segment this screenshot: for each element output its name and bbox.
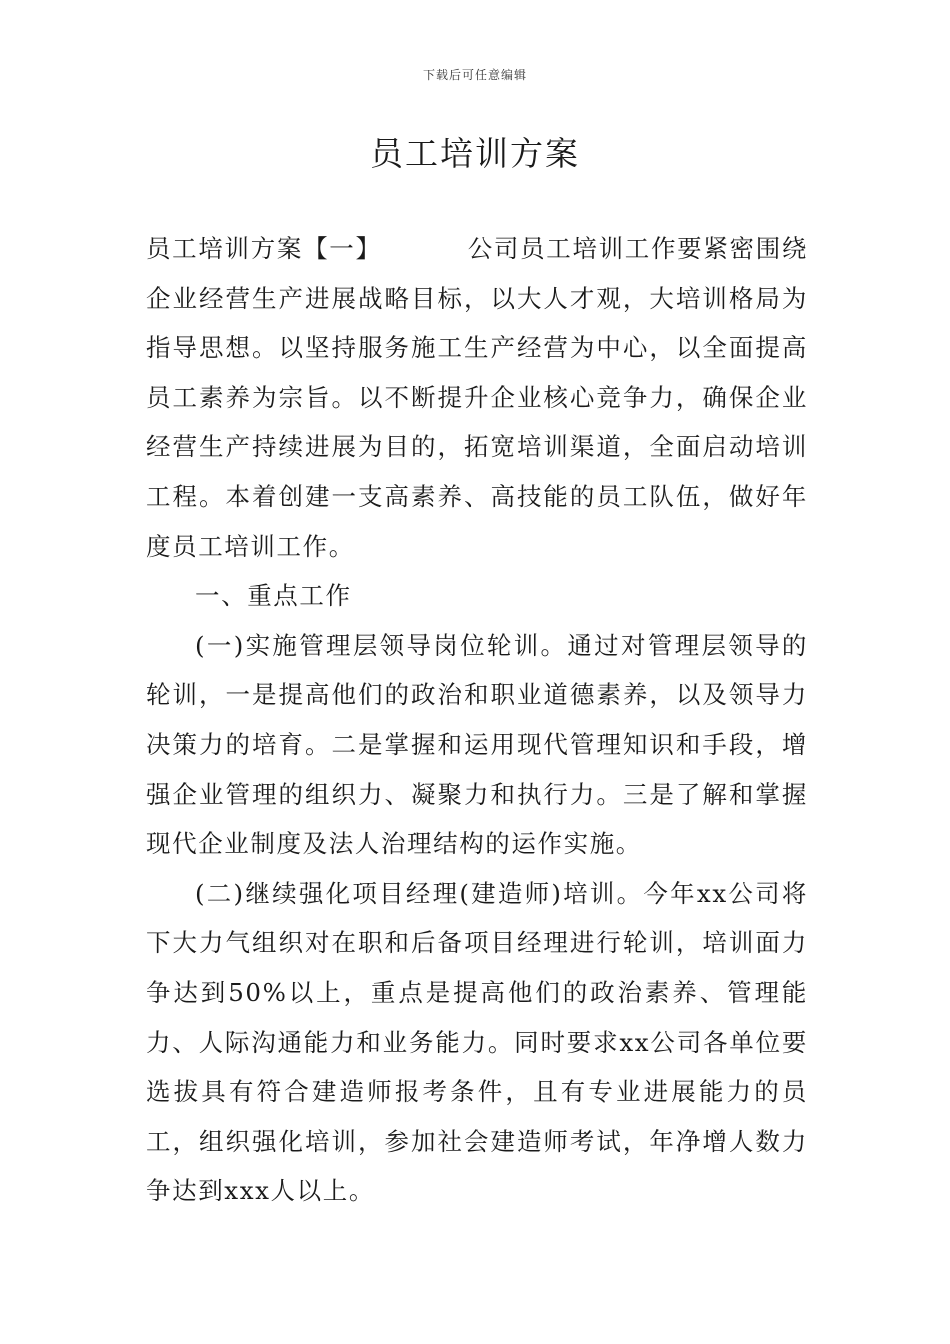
paragraph-intro xyxy=(146,224,808,571)
paragraph-1-text: 公司员工培训工作要紧密围绕企业经营生产进展战略目标，以大人才观，大培训格局为指导思想。以坚持服务施工生产经营为中心，以全面提高员工素养为宗旨。以不断提升企业核心竞争力，确保企业经营生产持续进展为目的，拓宽培训渠道，全面启动培训工程。本着创建一支高素养、高技能的员工队伍，做好年度员工培训工作。 xyxy=(146,234,808,561)
document-title: 员工培训方案 xyxy=(370,134,580,173)
paragraph-3: (二)继续强化项目经理(建造师)培训。今年xx公司将下大力气组织对在职和后备项目经理进行轮训，培训面力争达到50%以上，重点是提高他们的政治素养、管理能力、人际沟通能力和业务能力。同时要求xx公司各单位要选拔具有符合建造师报考条件，且有专业进展能力的员工，组织强化培训，参加社会建造师考试，年净增人数力争达到xxx人以上。 xyxy=(146,878,808,1206)
section-heading-1: 一、重点工作 xyxy=(195,581,352,611)
header-note: 下载后可任意编辑 xyxy=(422,68,527,82)
intro-heading: 员工培训方案【一】 xyxy=(146,234,382,263)
document-body xyxy=(146,224,808,1216)
paragraph-2: (一)实施管理层领导岗位轮训。通过对管理层领导的轮训，一是提高他们的政治和职业道德素养，以及领导力决策力的培育。二是掌握和运用现代管理知识和手段，增强企业管理的组织力、凝聚力和执行力。三是了解和掌握现代企业制度及法人治理结构的运作实施。 xyxy=(146,630,808,859)
